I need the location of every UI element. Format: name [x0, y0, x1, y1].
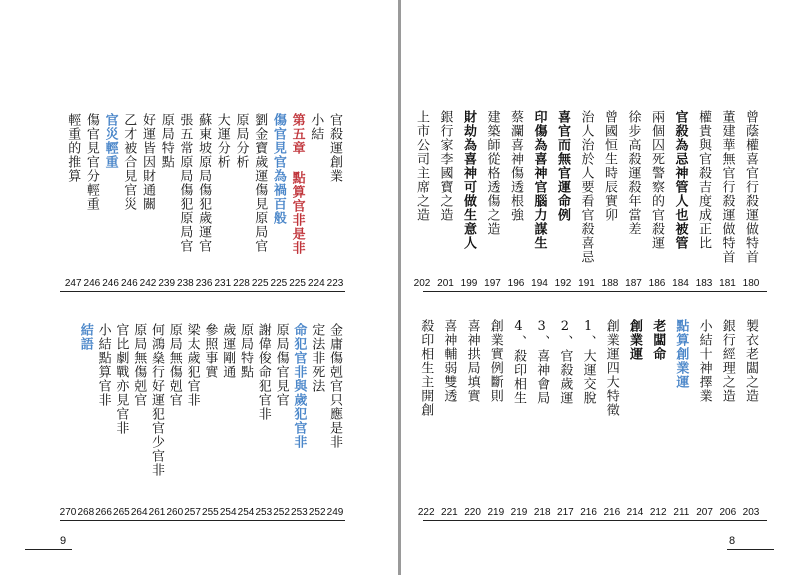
toc-entry-title: 大運分析	[214, 113, 230, 169]
toc-entry	[695, 110, 713, 289]
toc-entry-page: 225	[251, 278, 269, 289]
toc-entry	[719, 319, 737, 518]
toc-entry-title: 董建華無官行殺運做特首	[719, 110, 735, 264]
toc-entry	[326, 323, 344, 518]
toc-entry	[219, 323, 237, 518]
toc-entry-title: 原局特點	[238, 323, 253, 379]
toc-entry-title: 小結	[308, 113, 324, 141]
toc-entry-title: 殺印相生主開創	[418, 319, 434, 417]
toc-entry-page: 246	[83, 278, 101, 289]
toc-entry-page: 246	[120, 278, 138, 289]
toc-entry-title: 4、殺印相生	[511, 319, 526, 405]
toc-entry-title: 官殺為忌神管人也被管	[672, 110, 688, 250]
toc-entry-page: 242	[139, 278, 157, 289]
toc-entry	[673, 319, 690, 518]
toc-entry-page: 192	[554, 278, 572, 289]
toc-entry-page: 252	[273, 507, 290, 518]
toc-entry-title: 歲運剛通	[220, 323, 236, 379]
toc-entry-title: 喜官而無官運命例	[555, 110, 570, 222]
toc-entry-page: 268	[77, 507, 95, 518]
toc-entry	[742, 319, 760, 518]
toc-entry-page: 183	[695, 278, 713, 289]
toc-entry-page: 266	[95, 507, 112, 518]
toc-entry	[580, 319, 597, 518]
toc-entry-page: 197	[484, 278, 501, 289]
toc-entry	[158, 113, 176, 289]
toc-entry-title: 印傷為喜神官腦力謀生	[531, 110, 547, 250]
toc-entry-title: 建築師從格透傷之造	[484, 110, 500, 236]
toc-entry-page: 254	[237, 507, 255, 518]
toc-entry	[507, 110, 525, 289]
toc-entry	[487, 319, 505, 518]
toc-entry	[184, 323, 201, 518]
left-page	[0, 0, 398, 575]
toc-entry	[251, 113, 269, 289]
toc-entry	[270, 113, 288, 289]
toc-entry-title: 創業運四大特徵	[603, 319, 619, 417]
toc-entry-page: 249	[326, 507, 344, 518]
toc-entry	[95, 323, 112, 518]
toc-entry	[308, 323, 326, 518]
toc-entry-page: 202	[413, 278, 431, 289]
toc-entry-title: 謝偉俊命犯官非	[255, 323, 271, 421]
toc-entry-title: 傷官見官為禍百般	[270, 113, 286, 225]
toc-entry-title: 小結點算官非	[95, 323, 111, 407]
toc-entry-page: 255	[202, 507, 219, 518]
toc-entry-page: 180	[742, 278, 760, 289]
toc-entry	[195, 113, 213, 289]
toc-entry	[464, 319, 481, 518]
toc-entry-page: 223	[326, 278, 344, 289]
toc-entry	[578, 110, 595, 289]
toc-entry	[484, 110, 501, 289]
toc-entry-title: 徐步高殺運殺年當差	[625, 110, 641, 236]
toc-entry-page: 225	[289, 278, 306, 289]
toc-entry-page: 199	[460, 278, 478, 289]
top-number-rule	[423, 291, 767, 292]
toc-entry-title: 喜神拱局填實	[464, 319, 480, 403]
toc-entry	[437, 110, 454, 289]
toc-entry-page: 181	[719, 278, 736, 289]
toc-entry	[237, 323, 255, 518]
toc-entry-page: 260	[166, 507, 184, 518]
toc-entry-title: 原局特點	[158, 113, 174, 169]
toc-entry-title: 銀行經理之造	[719, 319, 735, 403]
toc-entry	[148, 323, 166, 518]
page-number-rule	[25, 549, 72, 550]
toc-entry-title: 權貴與官殺吉度成正比	[696, 110, 711, 250]
toc-entry	[603, 319, 621, 518]
toc-entry-title: 金庸傷剋官只應是非	[327, 323, 342, 449]
bottom-number-rule	[423, 520, 767, 521]
toc-entry-title: 2、官殺歲運	[557, 319, 573, 405]
toc-entry-page: 214	[626, 507, 644, 518]
toc-entry-page: 236	[195, 278, 213, 289]
toc-entry-page: 196	[507, 278, 525, 289]
toc-entry	[626, 319, 644, 518]
toc-entry-title: 何鴻燊行好運犯官少官非	[149, 323, 164, 477]
toc-entry-page: 207	[696, 507, 713, 518]
toc-entry	[417, 319, 435, 518]
toc-entry-title: 1、大運交脫	[580, 319, 596, 405]
toc-entry-title: 官災輕重	[102, 113, 118, 169]
toc-entry-page: 211	[673, 507, 690, 518]
toc-entry-page: 257	[184, 507, 201, 518]
toc-entry-title: 創業實例斷則	[487, 319, 503, 403]
toc-entry	[77, 323, 95, 518]
toc-entry	[649, 319, 667, 518]
toc-entry-page: 253	[291, 507, 308, 518]
toc-entry	[255, 323, 273, 518]
toc-entry-page: 203	[742, 507, 760, 518]
toc-entry-title: 製衣老闆之造	[743, 319, 758, 403]
toc-entry-title: 原局無傷剋官	[166, 323, 182, 407]
toc-entry-page: 265	[113, 507, 130, 518]
toc-entry-title: 梁太歲犯官非	[184, 323, 200, 407]
bottom-number-rule	[60, 520, 345, 521]
toc-entry-page: 246	[102, 278, 119, 289]
toc-entry	[413, 110, 431, 289]
toc-entry-page: 222	[417, 507, 435, 518]
toc-entry-title: 曾蔭權喜官行殺運做特首	[743, 110, 758, 264]
toc-entry	[533, 319, 551, 518]
toc-entry	[83, 113, 101, 289]
toc-entry	[64, 113, 82, 289]
toc-entry-title: 點算創業運	[673, 319, 689, 389]
toc-entry	[289, 113, 306, 289]
toc-entry	[719, 110, 736, 289]
toc-entry-title: 第五章 點算官非是非	[289, 113, 305, 255]
toc-entry-page: 216	[603, 507, 621, 518]
toc-entry-page: 218	[533, 507, 551, 518]
toc-entry-page: 261	[148, 507, 166, 518]
toc-entry-title: 3、喜神會局	[534, 319, 550, 405]
toc-entry-page: 221	[441, 507, 458, 518]
toc-entry-title: 官殺運創業	[327, 113, 342, 183]
toc-entry-title: 上市公司主席之造	[414, 110, 429, 222]
toc-entry	[102, 113, 119, 289]
toc-entry	[130, 323, 148, 518]
toc-entry-title: 乙才被合見官災	[121, 113, 137, 211]
toc-entry-page: 252	[308, 507, 326, 518]
toc-entry	[166, 323, 184, 518]
toc-entry-page: 264	[130, 507, 148, 518]
toc-entry-page: 217	[557, 507, 574, 518]
toc-entry	[120, 113, 138, 289]
toc-entry-page: 239	[158, 278, 176, 289]
toc-entry-page: 270	[59, 507, 77, 518]
toc-entry-page: 201	[437, 278, 454, 289]
toc-entry-title: 劉金寶歲運傷見原局官	[252, 113, 268, 253]
toc-entry-title: 輕重的推算	[65, 113, 81, 183]
toc-entry-title: 喜神輔弱雙透	[441, 319, 457, 403]
toc-entry-title: 原局分析	[233, 113, 249, 169]
toc-entry-title: 財劫為喜神可做生意人	[461, 110, 476, 250]
toc-entry-title: 傷官見官分輕重	[83, 113, 99, 211]
toc-entry	[557, 319, 574, 518]
toc-entry-title: 蔡瀾喜神傷透根強	[508, 110, 523, 222]
toc-entry	[202, 323, 219, 518]
toc-entry-title: 結語	[77, 323, 93, 351]
toc-entry-page: 225	[270, 278, 288, 289]
toc-entry-title: 好運皆因財通關	[140, 113, 155, 211]
toc-entry-title: 官比劇戰亦見官非	[113, 323, 129, 435]
toc-entry	[441, 319, 458, 518]
toc-entry-page: 187	[625, 278, 642, 289]
toc-entry	[139, 113, 157, 289]
toc-entry-title: 原局傷官見官	[273, 323, 289, 407]
toc-entry	[460, 110, 478, 289]
toc-entry	[326, 113, 344, 289]
toc-entry-title: 定法非死法	[309, 323, 325, 393]
toc-entry-title: 張五常原局傷犯原局官	[177, 113, 193, 253]
toc-entry-page: 191	[578, 278, 595, 289]
toc-entry	[214, 113, 232, 289]
top-number-rule	[60, 291, 345, 292]
toc-entry	[273, 323, 290, 518]
toc-entry-title: 蘇東坡原局傷犯歲運官	[196, 113, 212, 253]
toc-entry-page: 238	[177, 278, 194, 289]
toc-entry-page: 219	[510, 507, 528, 518]
toc-entry-page: 206	[719, 507, 737, 518]
toc-entry	[648, 110, 666, 289]
toc-entry-page: 247	[64, 278, 82, 289]
toc-entry-page: 219	[487, 507, 505, 518]
toc-entry	[531, 110, 548, 289]
toc-entry-title: 命犯官非與歲犯官非	[291, 323, 307, 449]
toc-entry-title: 兩個囚死警察的官殺運	[649, 110, 664, 250]
toc-entry	[291, 323, 308, 518]
toc-entry	[625, 110, 642, 289]
toc-entry	[233, 113, 250, 289]
toc-entry-page: 188	[601, 278, 619, 289]
toc-entry-title: 曾國恒生時辰實卯	[602, 110, 617, 222]
toc-entry	[510, 319, 528, 518]
toc-entry-page: 194	[531, 278, 548, 289]
toc-entry-title: 小結十神擇業	[696, 319, 712, 403]
toc-entry-title: 治人治於人要看官殺喜忌	[578, 110, 594, 264]
toc-entry-page: 220	[464, 507, 481, 518]
toc-entry-title: 銀行家李國寶之造	[437, 110, 453, 222]
toc-entry	[177, 113, 194, 289]
toc-entry-title: 參照事實	[202, 323, 218, 379]
toc-entry-page: 186	[648, 278, 666, 289]
page-number-rule	[727, 549, 774, 550]
toc-entry-page: 224	[307, 278, 325, 289]
toc-entry-page: 228	[233, 278, 250, 289]
page-number: 8	[729, 535, 736, 547]
toc-entry-title: 創業運	[627, 319, 642, 361]
toc-entry	[696, 319, 713, 518]
toc-entry	[554, 110, 572, 289]
right-page	[401, 0, 800, 575]
toc-entry-page: 184	[672, 278, 689, 289]
toc-entry-page: 212	[649, 507, 667, 518]
toc-entry	[307, 113, 325, 289]
toc-entry	[601, 110, 619, 289]
toc-entry-title: 原局無傷剋官	[131, 323, 147, 407]
toc-entry-page: 216	[580, 507, 597, 518]
toc-entry-title: 老闆命	[650, 319, 666, 361]
toc-entry-page: 231	[214, 278, 232, 289]
toc-entry	[113, 323, 130, 518]
toc-entry	[742, 110, 760, 289]
toc-entry-page: 254	[219, 507, 237, 518]
toc-entry-page: 253	[255, 507, 273, 518]
toc-entry	[672, 110, 689, 289]
page-number: 9	[60, 535, 67, 547]
